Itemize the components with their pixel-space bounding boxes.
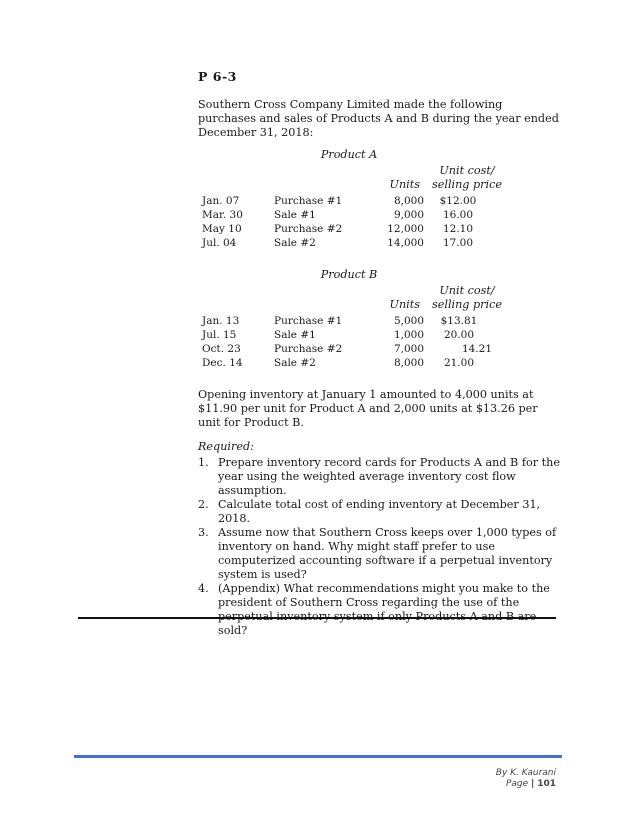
- row-units: 9,000: [393, 209, 424, 221]
- row-description: Sale #2: [274, 357, 316, 369]
- opening-inventory-text: Opening inventory at January 1 amounted to 4,000 units at $11.90 per unit for Product A and 2,000 units at $13.26 per unit for Product B.: [198, 388, 538, 429]
- row-units: 7,000: [393, 343, 424, 355]
- required-list: [198, 456, 560, 638]
- list-item-number: 4.: [198, 582, 209, 595]
- row-price: 17.00: [442, 237, 474, 249]
- header-unit-cost: Unit cost/: [439, 284, 495, 297]
- row-date: May 10: [202, 223, 242, 235]
- list-item-text: Prepare inventory record cards for Products A and B for the year using the weighted average inventory cost flow assumption.: [218, 456, 560, 497]
- header-units: Units: [389, 178, 420, 191]
- list-item: [198, 456, 560, 498]
- header-units: Units: [389, 298, 420, 311]
- list-item: [198, 526, 560, 582]
- header-row-1: [198, 284, 560, 298]
- row-description: Purchase #1: [274, 315, 343, 327]
- table-row: [198, 342, 494, 356]
- product-b-table: [198, 268, 560, 370]
- row-units: 1,000: [393, 329, 424, 341]
- list-item-text: Calculate total cost of ending inventory at December 31, 2018.: [218, 498, 541, 525]
- problem-intro: Southern Cross Company Limited made the following purchases and sales of Products A and B during the year ended December 31, 2018:: [198, 98, 559, 139]
- product-a-table: [198, 148, 560, 250]
- row-description: Purchase #2: [274, 343, 343, 355]
- list-item-text: (Appendix) What recommendations might you make to the president of Southern Cross regarding the use of the sold?: [218, 582, 550, 637]
- row-description: Sale #1: [274, 209, 316, 221]
- required-label: Required:: [198, 440, 254, 453]
- table-row: [198, 314, 494, 328]
- row-price: $13.81: [440, 315, 478, 327]
- row-description: Purchase #1: [274, 195, 343, 207]
- table-row: [198, 222, 492, 236]
- table-row: [198, 328, 494, 342]
- problem-title: P 6-3: [198, 69, 237, 84]
- header-row-2: [198, 178, 560, 192]
- list-item-text: Assume now that Southern Cross keeps over 1,000 types of inventory on hand. Why might staff prefer to use computerized accounting software if a perpetual inventory system is used?: [218, 526, 557, 581]
- row-price: 21.00: [443, 357, 475, 369]
- list-item: [198, 582, 560, 638]
- row-price: 20.00: [443, 329, 475, 341]
- row-description: Purchase #2: [274, 223, 343, 235]
- header-selling-price: selling price: [432, 298, 502, 311]
- row-description: Sale #1: [274, 329, 316, 341]
- row-units: 8,000: [393, 195, 424, 207]
- row-units: 14,000: [387, 237, 424, 249]
- header-selling-price: selling price: [432, 178, 502, 191]
- list-item-number: 3.: [198, 526, 209, 539]
- footer-separator: |: [531, 779, 535, 789]
- row-date: Jul. 15: [202, 329, 237, 341]
- table-row: [198, 236, 492, 250]
- product-b-transactions: [198, 314, 494, 370]
- row-units: 12,000: [387, 223, 424, 235]
- list-item: [198, 498, 560, 526]
- table-row: [198, 194, 492, 208]
- product-b-title: Product B: [320, 268, 378, 281]
- table-row: [198, 208, 492, 222]
- row-date: Jul. 04: [202, 237, 237, 249]
- row-date: Oct. 23: [202, 343, 241, 355]
- row-date: Mar. 30: [202, 209, 243, 221]
- page-footer: [496, 768, 556, 790]
- header-unit-cost: Unit cost/: [439, 164, 495, 177]
- page-content: [198, 70, 560, 638]
- row-date: Dec. 14: [202, 357, 243, 369]
- row-date: Jan. 07: [202, 195, 240, 207]
- section-divider: [78, 617, 556, 619]
- header-row-2: [198, 298, 560, 312]
- footer-page-line: [496, 779, 556, 790]
- row-price: $12.00: [439, 195, 477, 207]
- product-a-title: Product A: [320, 148, 378, 161]
- row-price: 12.10: [442, 223, 474, 235]
- row-price: 16.00: [442, 209, 474, 221]
- page-number: 101: [537, 779, 556, 789]
- row-date: Jan. 13: [202, 315, 240, 327]
- product-a-transactions: [198, 194, 492, 250]
- header-row-1: [198, 164, 560, 178]
- table-row: [198, 356, 494, 370]
- row-price: 14.21: [461, 343, 492, 355]
- footer-page-label: Page: [505, 779, 529, 789]
- row-description: Sale #2: [274, 237, 316, 249]
- row-units: 8,000: [393, 357, 424, 369]
- footer-divider: [74, 755, 562, 758]
- row-units: 5,000: [393, 315, 424, 327]
- list-item-number: 2.: [198, 498, 209, 511]
- list-item-number: 1.: [198, 456, 209, 469]
- footer-author: By K. Kaurani: [495, 768, 556, 778]
